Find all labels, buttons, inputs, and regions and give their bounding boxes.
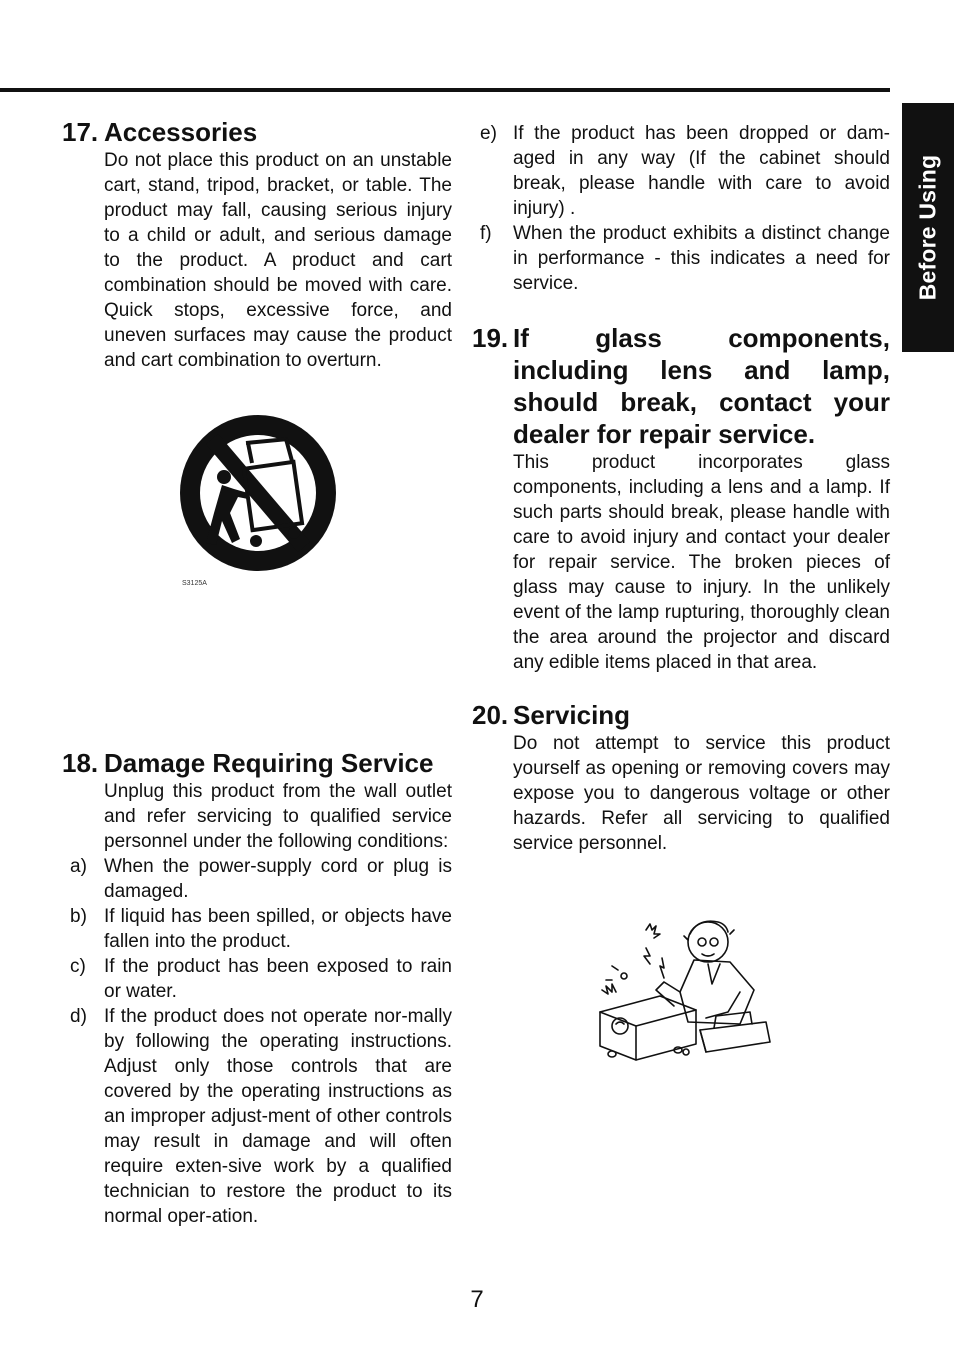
cart-tipover-icon	[176, 413, 340, 577]
cart-warning-figure	[62, 373, 452, 747]
list-item-text: If liquid has been spilled, or objects have fallen into the product.	[104, 906, 452, 952]
section-17-heading	[62, 116, 452, 148]
section-17-number: 17.	[62, 117, 99, 147]
section-19-body: This product incorporates glass components, including a lens and a lamp. If such parts should break, please handle with care to avoid injury and contact your dealer for repair service. The broken pieces of glass may cause to injury. In the unlikely event of the lamp rupturing, thoroughly clean the area around the projector and discard any edible items placed in that area.	[513, 452, 890, 673]
right-column	[472, 121, 890, 856]
section-20-heading	[472, 699, 890, 731]
section-17-body: Do not place this product on an unstable cart, stand, tripod, bracket, or table. The product may fall, causing serious injury to a child or adult, and serious damage to the product. A product and cart combination should be moved with care. Quick stops, excessive force, and uneven surfaces may cause the product and cart combination to overturn.	[104, 150, 452, 371]
list-item-text: If the product does not operate nor-mally by following the operating instructions. Adjust only those controls that are covered by the operating instructions as an improper adjust-ment of other controls may result in damage and will often require exten-sive work by a qualified technician to restore the product to its normal oper-ation.	[104, 1006, 452, 1227]
section-tab-label: Before Using	[914, 154, 941, 301]
list-item	[472, 121, 890, 221]
section-20-title: Servicing	[513, 700, 631, 730]
section-18-title: Damage Requiring Service	[104, 748, 434, 778]
section-20-number: 20.	[472, 700, 509, 730]
list-item-label: e)	[480, 123, 497, 144]
list-item-label: f)	[480, 223, 492, 244]
list-item-label: c)	[70, 956, 86, 977]
list-item-label: d)	[70, 1006, 87, 1027]
section-18-number: 18.	[62, 748, 99, 778]
section-19-number: 19.	[472, 323, 509, 353]
list-item	[62, 1004, 452, 1229]
list-item	[62, 854, 452, 904]
page-number: 7	[470, 1286, 484, 1313]
list-item-label: a)	[70, 856, 87, 877]
left-column	[62, 116, 452, 1229]
section-18-body: Unplug this product from the wall outlet and refer servicing to qualified service personnel under the following conditions:	[104, 781, 452, 852]
top-rule	[0, 88, 890, 92]
section-19-title: If glass components, including lens and lamp, should break, contact your dealer for repair service.	[513, 323, 890, 449]
section-tab	[902, 103, 954, 352]
list-item-text: If the product has been exposed to rain or water.	[104, 956, 452, 1002]
section-20-body: Do not attempt to service this product yourself as opening or removing covers may expose you to dangerous voltage or other hazards. Refer all servicing to qualified service personnel.	[513, 733, 890, 854]
list-item-text: If the product has been dropped or dam-aged in any way (If the cabinet should break, please handle with care to avoid injury) .	[513, 123, 890, 219]
figure-code: S3125A	[182, 580, 207, 587]
list-item	[472, 221, 890, 296]
list-item-text: When the product exhibits a distinct change in performance - this indicates a need for service.	[513, 223, 890, 294]
list-item	[62, 954, 452, 1004]
section-19-heading	[472, 322, 890, 450]
shocked-technician-illustration	[590, 912, 774, 1068]
section-17-title: Accessories	[104, 117, 258, 147]
list-item-label: b)	[70, 906, 87, 927]
list-item	[62, 904, 452, 954]
section-18-heading	[62, 747, 452, 779]
list-item-text: When the power-supply cord or plug is damaged.	[104, 856, 452, 902]
